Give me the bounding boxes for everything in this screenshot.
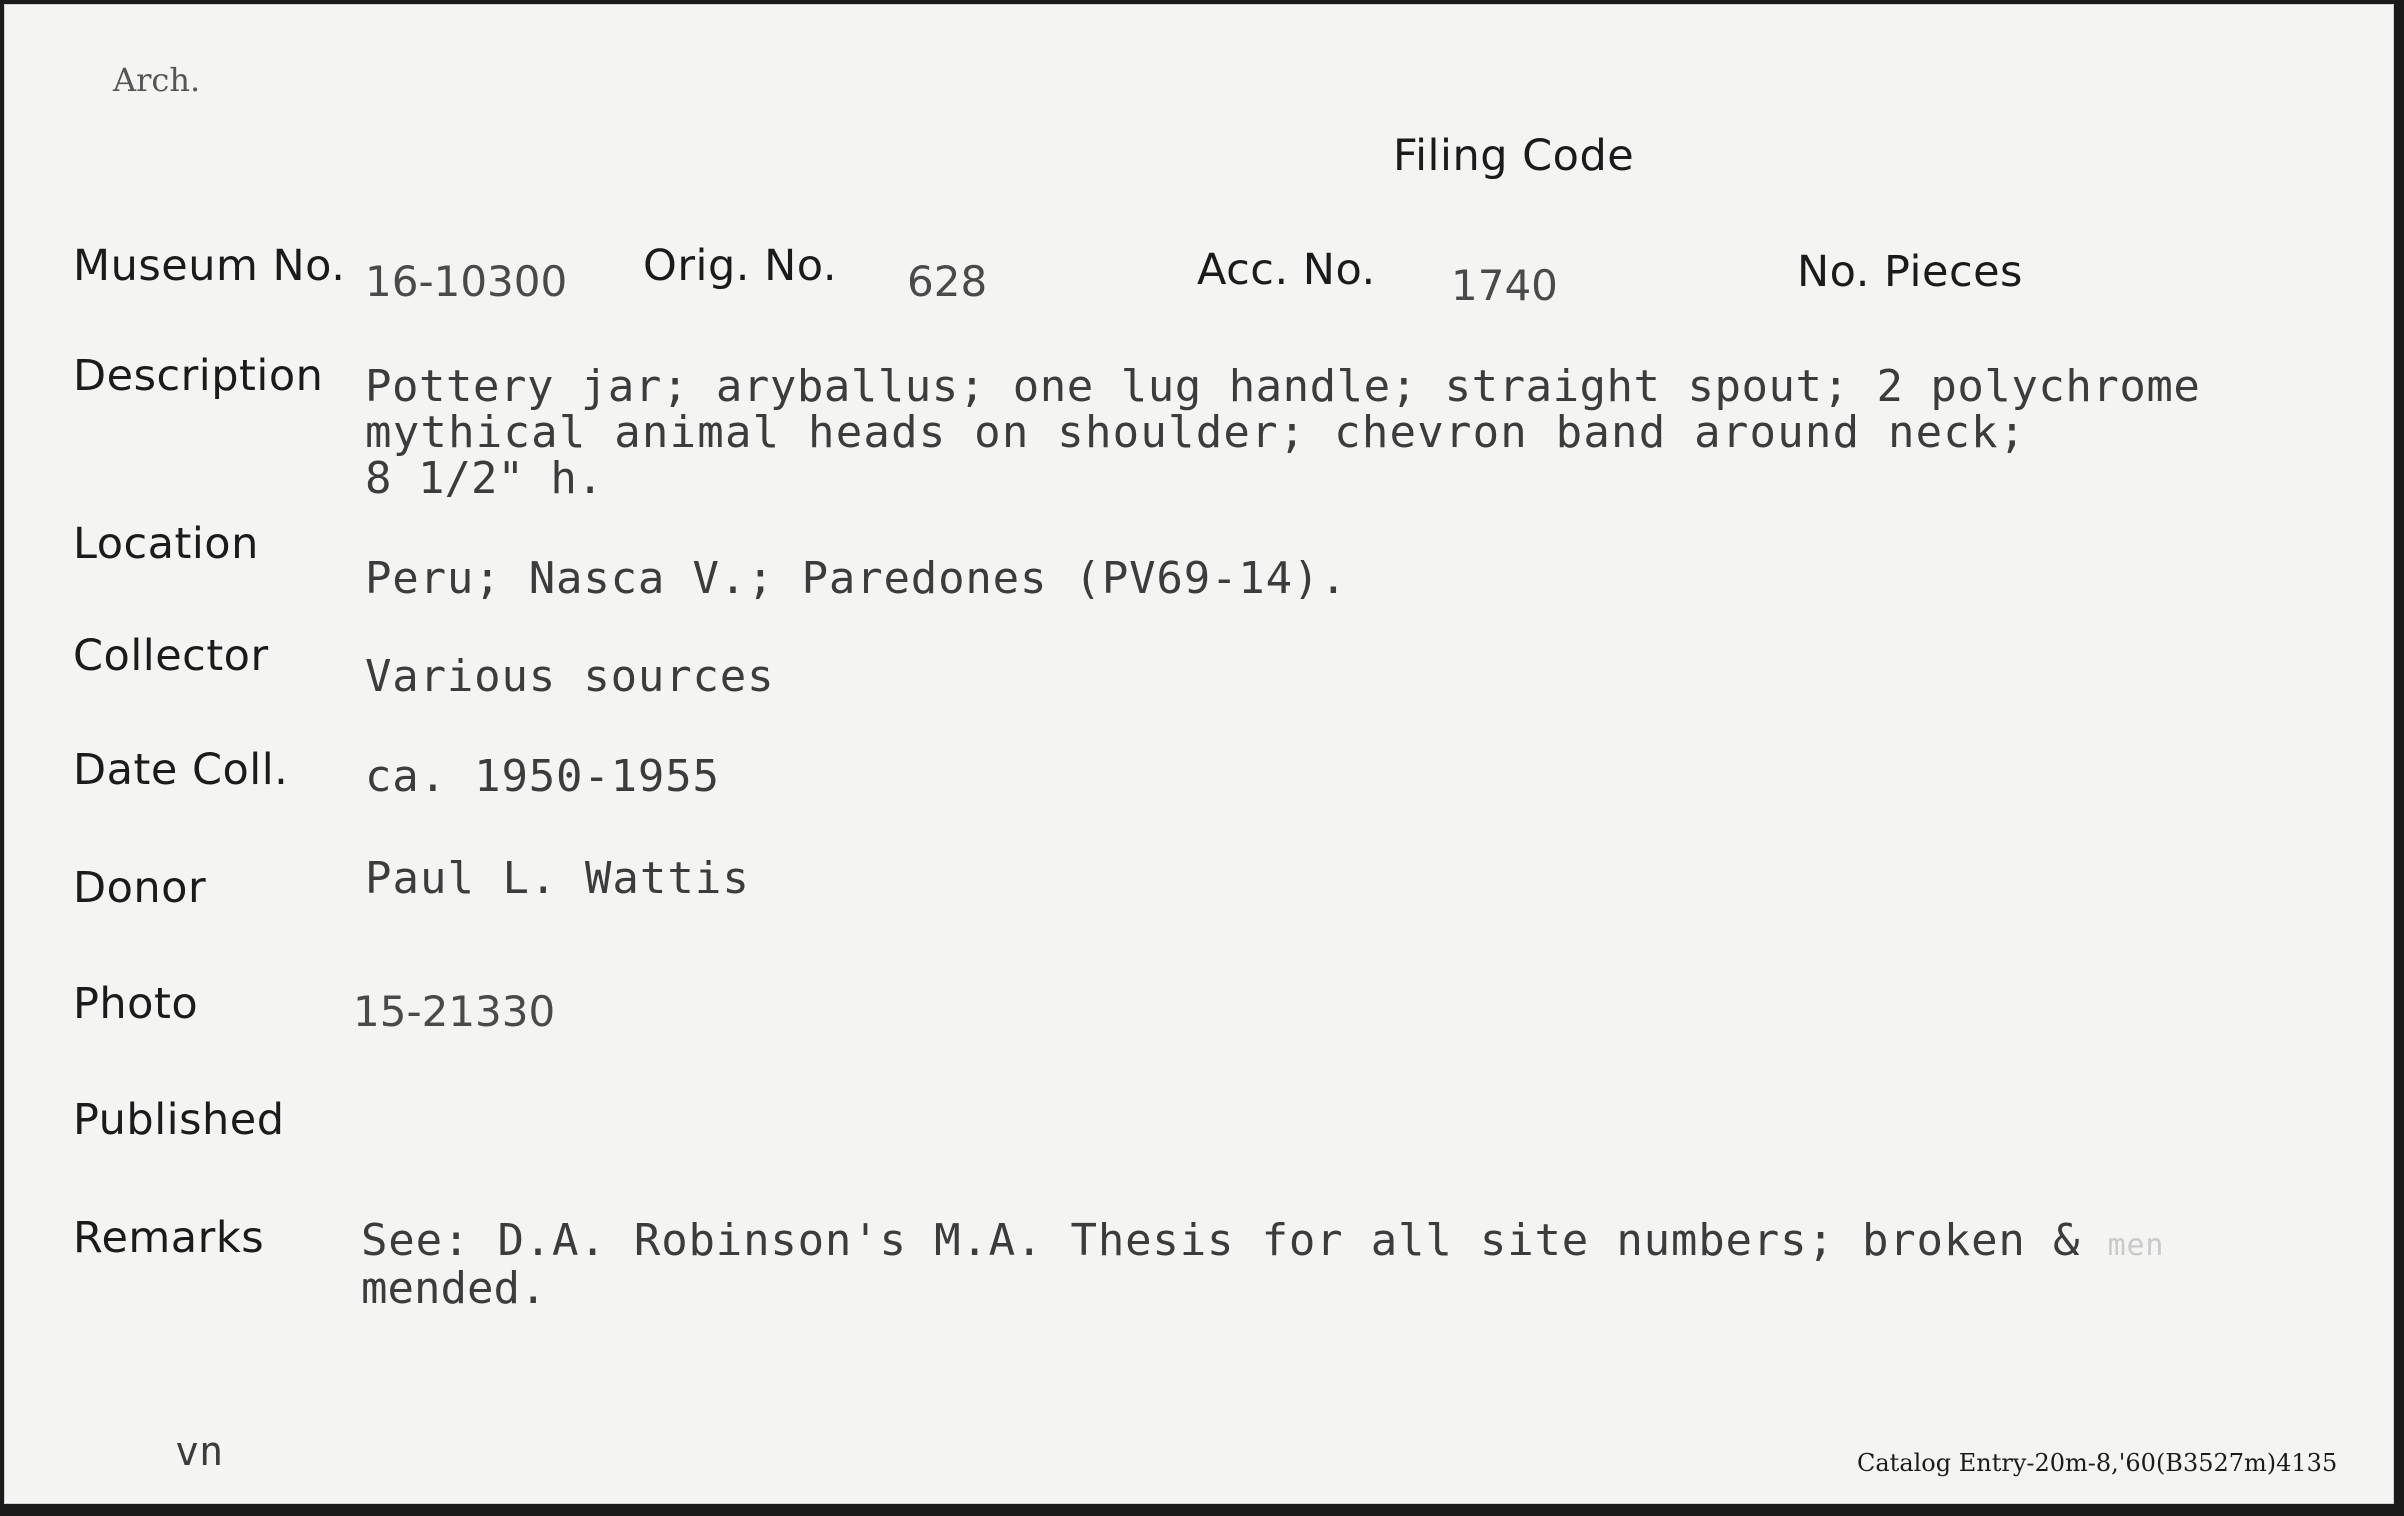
date-coll-value: ca. 1950-1955	[365, 751, 720, 802]
remarks-label: Remarks	[73, 1213, 265, 1263]
orig-no-value: 628	[907, 257, 988, 306]
remarks-line-1-text: See: D.A. Robinson's M.A. Thesis for all site numbers; broken &	[361, 1215, 2081, 1266]
description-line-2: mythical animal heads on shoulder; chevron band around neck;	[365, 407, 2027, 458]
date-coll-label: Date Coll.	[73, 745, 289, 795]
filing-code-label: Filing Code	[1393, 131, 1635, 181]
catalog-entry-footer: Catalog Entry-20m-8,'60(B3527m)4135	[1857, 1449, 2338, 1477]
museum-no-value: 16-10300	[365, 257, 568, 306]
donor-label: Donor	[73, 863, 207, 913]
photo-label: Photo	[73, 979, 199, 1029]
remarks-line-1	[361, 1215, 2164, 1266]
location-value: Peru; Nasca V.; Paredones (PV69-14).	[365, 553, 1348, 604]
acc-no-label: Acc. No.	[1197, 245, 1376, 295]
location-label: Location	[73, 519, 259, 569]
donor-value: Paul L. Wattis	[365, 853, 750, 904]
photo-value: 15-21330	[353, 987, 556, 1036]
description-line-3: 8 1/2" h.	[365, 453, 604, 504]
arch-stamp: Arch.	[113, 61, 201, 99]
published-label: Published	[73, 1095, 285, 1145]
description-line-1: Pottery jar; aryballus; one lug handle; straight spout; 2 polychrome	[365, 361, 2201, 412]
collector-value: Various sources	[365, 651, 775, 702]
catalog-card	[4, 4, 2394, 1504]
no-pieces-label: No. Pieces	[1797, 247, 2023, 297]
collector-label: Collector	[73, 631, 269, 681]
remarks-line-2: mended.	[361, 1263, 547, 1314]
remarks-faded-text: men	[2107, 1228, 2165, 1263]
museum-no-label: Museum No.	[73, 241, 346, 291]
initials: vn	[175, 1429, 224, 1475]
description-label: Description	[73, 351, 324, 401]
acc-no-value: 1740	[1451, 261, 1558, 310]
orig-no-label: Orig. No.	[643, 241, 837, 291]
